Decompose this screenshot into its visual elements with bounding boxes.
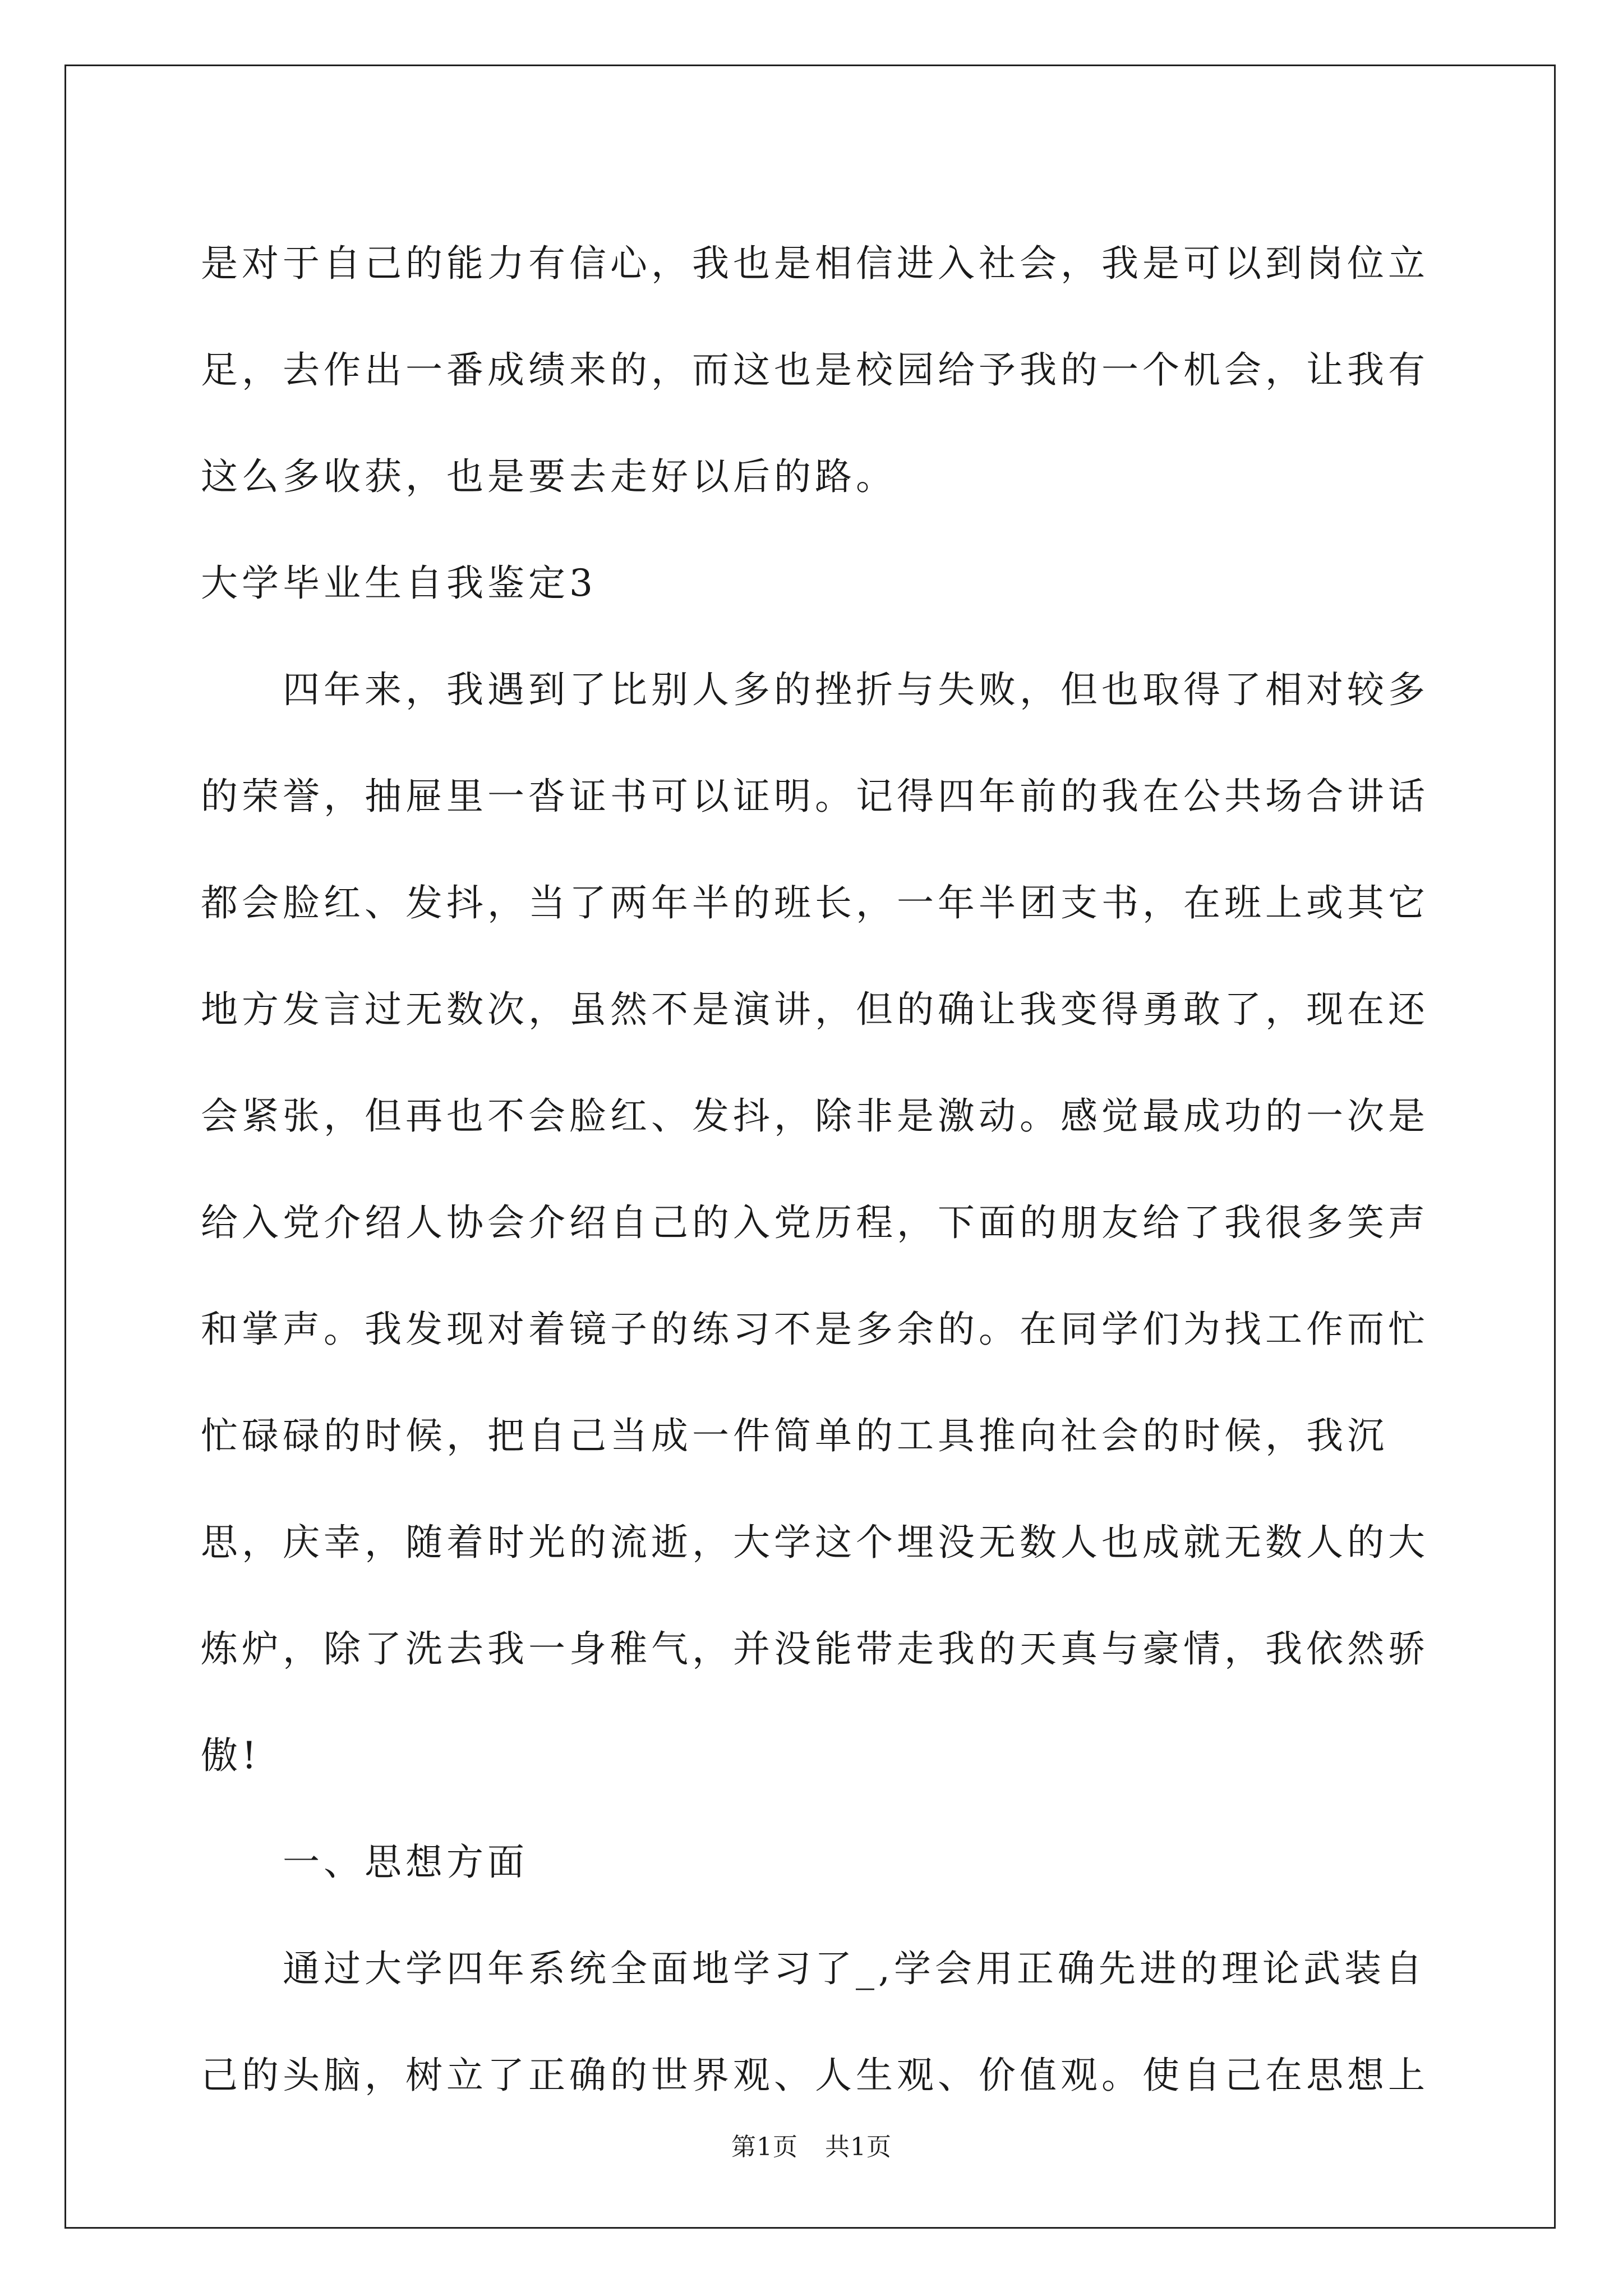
document-body — [201, 210, 1435, 2129]
paragraph-continuation: 是对于自己的能力有信心，我也是相信进入社会，我是可以到岗位立足，去作出一番成绩来的，而这也是校园给予我的一个机会，让我有这么多收获，也是要去走好以后的路。 — [201, 242, 1429, 498]
paragraph-thought: 通过大学四年系统全面地学习了_,学会用正确先进的理论武装自己的头脑，树立了正确的世界观、人生观、价值观。使自己在思想上 — [201, 1947, 1429, 2097]
section-heading: 大学毕业生自我鉴定3 — [201, 562, 597, 605]
page-total: 共1页 — [825, 2133, 892, 2161]
paragraph-intro: 四年来，我遇到了比别人多的挫折与失败，但也取得了相对较多的荣誉，抽屉里一沓证书可以证明。记得四年前的我在公共场合讲话都会脸红、发抖，当了两年半的班长，一年半团支书，在班上或其它地方发言过无数次，虽然不是演讲，但的确让我变得勇敢了，现在还会紧张，但再也不会脸红、发抖，除非是激动。感觉最成功的一次是给入党介绍人协会介绍自己的入党历程，下面的朋友给了我很多笑声和掌声。我发现对着镜子的练习不是多余的。在同学们为找工作而忙忙碌碌的时候，把自己当成一件简单的工具推向社会的时候，我沉思，庆幸，随着时光的流逝，大学这个埋没无数人也成就无数人的大炼炉，除了洗去我一身稚气，并没能带走我的天真与豪情，我依然骄傲! — [201, 668, 1429, 1777]
page-number: 第1页 — [731, 2133, 798, 2161]
subsection-title: 一、思想方面 — [283, 1841, 528, 1884]
page-footer — [0, 2131, 1623, 2164]
